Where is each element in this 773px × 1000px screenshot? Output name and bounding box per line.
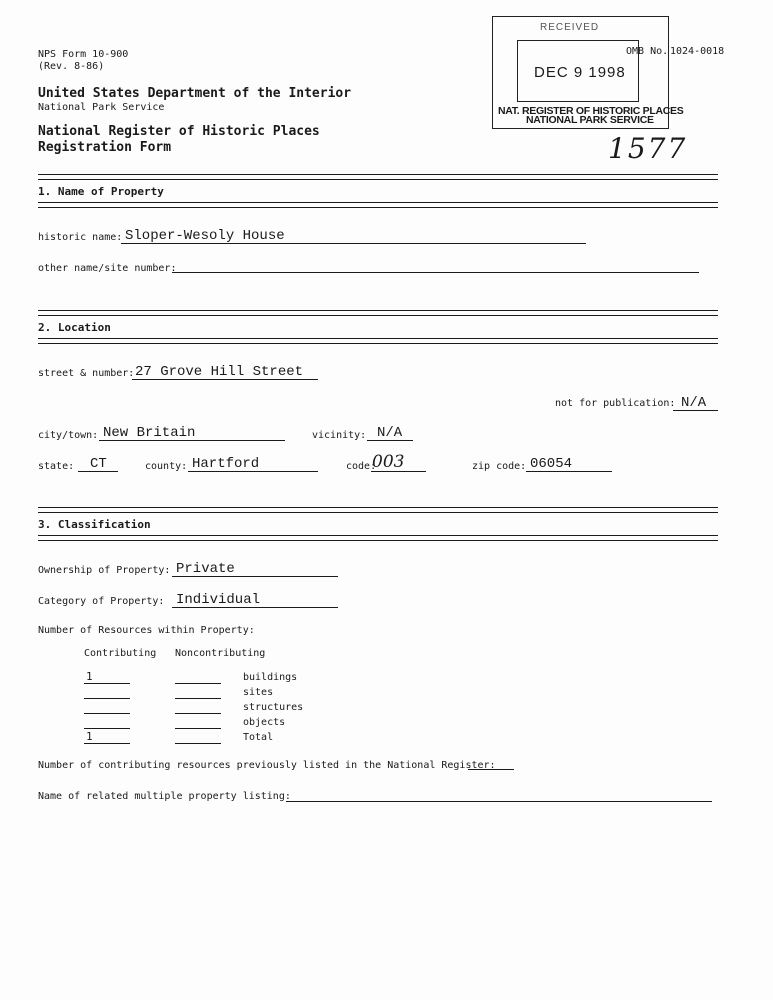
ownership-value[interactable]: Private: [176, 561, 235, 577]
resources-label: Number of Resources within Property:: [38, 625, 255, 636]
other-name-label: other name/site number:: [38, 263, 177, 274]
count-line: [84, 698, 130, 699]
section-1-title: 1. Name of Property: [38, 185, 164, 198]
zip-label: zip code:: [472, 461, 527, 472]
form-subtitle: Registration Form: [38, 140, 172, 155]
form-title: National Register of Historic Places: [38, 124, 320, 139]
form-number: NPS Form 10-900: [38, 49, 129, 60]
not-for-publication-line: [673, 410, 718, 411]
county-value[interactable]: Hartford: [192, 456, 260, 472]
city-value[interactable]: New Britain: [103, 425, 196, 441]
count-line: [84, 743, 130, 744]
omb-number: 1024-0018: [670, 46, 725, 57]
category-line: [172, 607, 338, 608]
vicinity-label: vicinity:: [312, 430, 367, 441]
resource-type-total: Total: [243, 732, 274, 743]
count-line: [84, 683, 130, 684]
stamp-line-1: NAT. REGISTER OF HISTORIC PLACES: [498, 105, 684, 117]
noncontributing-header: Noncontributing: [175, 648, 266, 659]
state-value[interactable]: CT: [90, 456, 107, 472]
city-line: [99, 440, 285, 441]
resource-type-sites: sites: [243, 687, 274, 698]
contributing-count-buildings[interactable]: 1: [86, 670, 93, 683]
zip-line: [526, 471, 612, 472]
ownership-label: Ownership of Property:: [38, 565, 171, 576]
section-divider: [38, 202, 718, 208]
count-line: [175, 713, 221, 714]
count-line: [84, 728, 130, 729]
contributing-header: Contributing: [84, 648, 157, 659]
resource-type-buildings: buildings: [243, 672, 298, 683]
contributing-count-total[interactable]: 1: [86, 730, 93, 743]
code-line: [371, 471, 426, 472]
service-name: National Park Service: [38, 102, 165, 113]
resource-type-objects: objects: [243, 717, 286, 728]
category-value[interactable]: Individual: [176, 592, 261, 608]
county-line: [188, 471, 318, 472]
multiple-listing-line: [286, 801, 712, 802]
county-label: county:: [145, 461, 188, 472]
state-label: state:: [38, 461, 75, 472]
handwritten-number: 1577: [608, 132, 688, 165]
section-divider: [38, 535, 718, 541]
stamp-received: RECEIVED: [540, 22, 600, 33]
code-value[interactable]: 003: [372, 452, 405, 472]
section-2-title: 2. Location: [38, 321, 111, 334]
other-name-line: [172, 272, 699, 273]
vicinity-line: [367, 440, 413, 441]
not-for-publication-value[interactable]: N/A: [681, 395, 707, 411]
previously-listed-label: Number of contributing resources previously listed in the National Register:: [38, 760, 496, 771]
multiple-listing-label: Name of related multiple property listing:: [38, 791, 291, 802]
vicinity-value[interactable]: N/A: [377, 425, 403, 441]
stamp-date: DEC 9 1998: [534, 64, 626, 81]
department-title: United States Department of the Interior: [38, 86, 352, 101]
section-divider: [38, 310, 718, 316]
historic-name-line: [121, 243, 586, 244]
code-label: code:: [346, 461, 377, 472]
historic-name-value[interactable]: Sloper-Wesoly House: [125, 228, 285, 244]
section-divider: [38, 174, 718, 180]
street-value[interactable]: 27 Grove Hill Street: [135, 364, 304, 380]
category-label: Category of Property:: [38, 596, 165, 607]
street-line: [132, 379, 318, 380]
section-divider: [38, 507, 718, 513]
city-label: city/town:: [38, 430, 99, 441]
count-line: [175, 743, 221, 744]
zip-value[interactable]: 06054: [530, 456, 573, 472]
resource-type-structures: structures: [243, 702, 304, 713]
section-divider: [38, 338, 718, 344]
count-line: [175, 683, 221, 684]
count-line: [175, 698, 221, 699]
historic-name-label: historic name:: [38, 232, 123, 243]
form-revision: (Rev. 8-86): [38, 61, 105, 72]
omb-label: OMB No.: [626, 46, 669, 57]
ownership-line: [172, 576, 338, 577]
count-line: [84, 713, 130, 714]
state-line: [78, 471, 118, 472]
street-label: street & number:: [38, 368, 135, 379]
not-for-publication-label: not for publication:: [555, 398, 676, 409]
stamp-line-2: NATIONAL PARK SERVICE: [526, 114, 654, 126]
previously-listed-line: [468, 769, 514, 770]
section-3-title: 3. Classification: [38, 518, 151, 531]
count-line: [175, 728, 221, 729]
